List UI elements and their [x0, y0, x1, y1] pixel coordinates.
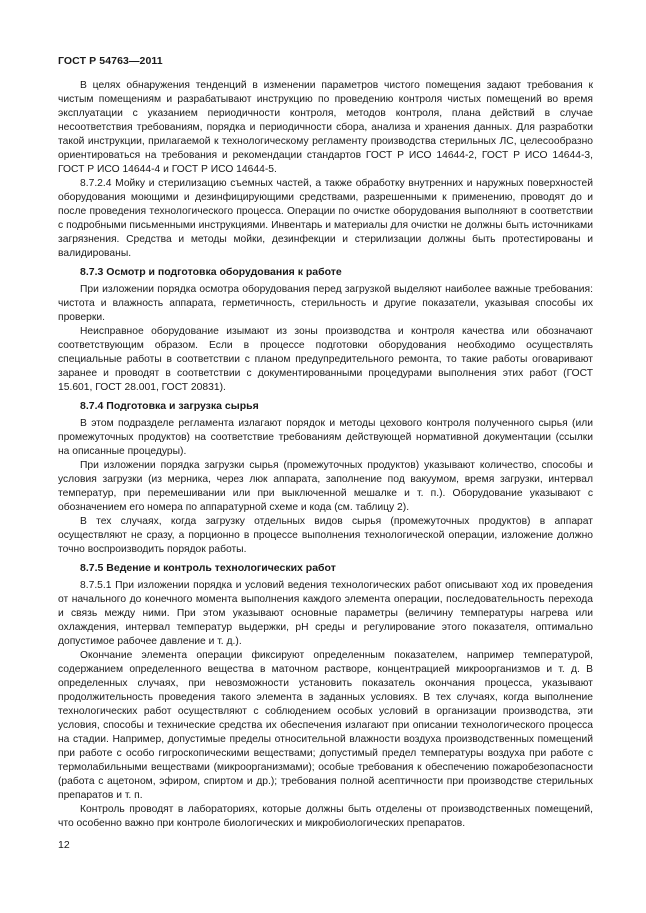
paragraph: В целях обнаружения тенденций в изменении параметров чистого помещения задают требования к чистым помещениям и разрабатывают инструкцию по проведению контроля чистых помещений во время эксплуатации с указанием периодичности контроля, методов контроля, плана действий в случае несоответствия требованиям, порядка и периодичности сбора, анализа и хранения данных. Для разработки такой инструкции, прилагаемой к технологическому регламенту производства стерильных ЛС, целесообразно ориентироваться на требования и рекомендации стандартов ГОСТ Р ИСО 14644-2, ГОСТ Р ИСО 14644-3, ГОСТ Р ИСО 14644-4 и ГОСТ Р ИСО 14644-5.	[58, 80, 593, 175]
paragraph: В тех случаях, когда загрузку отдельных видов сырья (промежуточных продуктов) в аппарат осуществляют не сразу, а порционно в процессе выполнения технологической операции, изложение должно точно воспроизводить порядок работы.	[58, 516, 593, 555]
paragraph: В этом подразделе регламента излагают порядок и методы цехового контроля полученного сырья (или промежуточных продуктов) на соответствие требованиям действующей нормативной документации (ссылки на описанные процедуры).	[58, 418, 593, 457]
paragraph: 8.7.2.4 Мойку и стерилизацию съемных частей, а также обработку внутренних и наружных поверхностей оборудования моющими и дезинфицирующими средствами, разрешенными к применению, проводят до и после проведения технологического процесса. Операции по очистке оборудования выполняют в соответствии с подробными письменными инструкциями. Инвентарь и материалы для очистки не должны быть источниками загрязнения. Средства и методы мойки, дезинфекции и стерилизации должны быть протестированы и валидированы.	[58, 178, 593, 259]
section-heading-8-7-5: 8.7.5 Ведение и контроль технологических работ	[80, 562, 336, 574]
document-body	[58, 79, 593, 831]
paragraph: 8.7.5.1 При изложении порядка и условий ведения технологических работ описывают ход их проведения от начального до конечного момента выполнения каждого элемента операции, последовательность перехода и связь между ними. При этом указывают основные параметры (величину температуры нагрева или охлаждения, интервал температур выдержки, pH среды и регулирование этого показателя, оптимально допустимое рабочее давление и т. д.).	[58, 580, 593, 647]
paragraph: Окончание элемента операции фиксируют определенным показателем, например температурой, содержанием определенного вещества в маточном растворе, концентрацией микроорганизмов и т. д. В определенных случаях, при невозможности установить показатель окончания процесса, указывают продолжительность проведения такого элемента в заданных условиях. В тех случаях, когда выполнение технологических работ осуществляют с соблюдением особых условий в организации производства, эти условия, способы и технические средства их обеспечения излагают при описании технологического процесса на стадии. Например, допустимые пределы относительной влажности воздуха производственных помещений при работе с особо гигроскопическими веществами; допустимый предел температуры воздуха при работе с термолабильными веществами (микроорганизмами); особые требования к обеспечению пожаробезопасности (работа с ацетоном, эфиром, спиртом и др.); требования полной асептичности при производстве стерильных препаратов и т. п.	[58, 650, 593, 801]
paragraph: При изложении порядка осмотра оборудования перед загрузкой выделяют наиболее важные требования: чистота и влажность аппарата, герметичность, стерильность и другие показатели, указывая способы их проверки.	[58, 284, 593, 323]
paragraph: Неисправное оборудование изымают из зоны производства и контроля качества или обозначают соответствующим образом. Если в процессе подготовки оборудования необходимо осуществлять специальные работы в соответствии с планом предупредительного ремонта, то такие работы оговаривают заранее и проводят в соответствии с документированными процедурами выполнения этих работ (ГОСТ 15.601, ГОСТ 28.001, ГОСТ 20831).	[58, 326, 593, 393]
paragraph: При изложении порядка загрузки сырья (промежуточных продуктов) указывают количество, способы и условия загрузки (из мерника, через люк аппарата, заполнение под вакуумом, время загрузки, интервал температур, при перемешивании или при выключенной мешалке и т. п.). Оборудование указывают с обозначением его номера по аппаратурной схеме и кода (см. таблицу 2).	[58, 460, 593, 513]
section-heading-8-7-4: 8.7.4 Подготовка и загрузка сырья	[80, 400, 259, 412]
paragraph: Контроль проводят в лабораториях, которые должны быть отделены от производственных помещений, что особенно важно при контроле биологических и микробиологических препаратов.	[58, 804, 593, 829]
section-heading-8-7-3: 8.7.3 Осмотр и подготовка оборудования к работе	[80, 266, 342, 278]
page-number: 12	[58, 839, 70, 851]
document-header: ГОСТ Р 54763—2011	[58, 55, 163, 67]
